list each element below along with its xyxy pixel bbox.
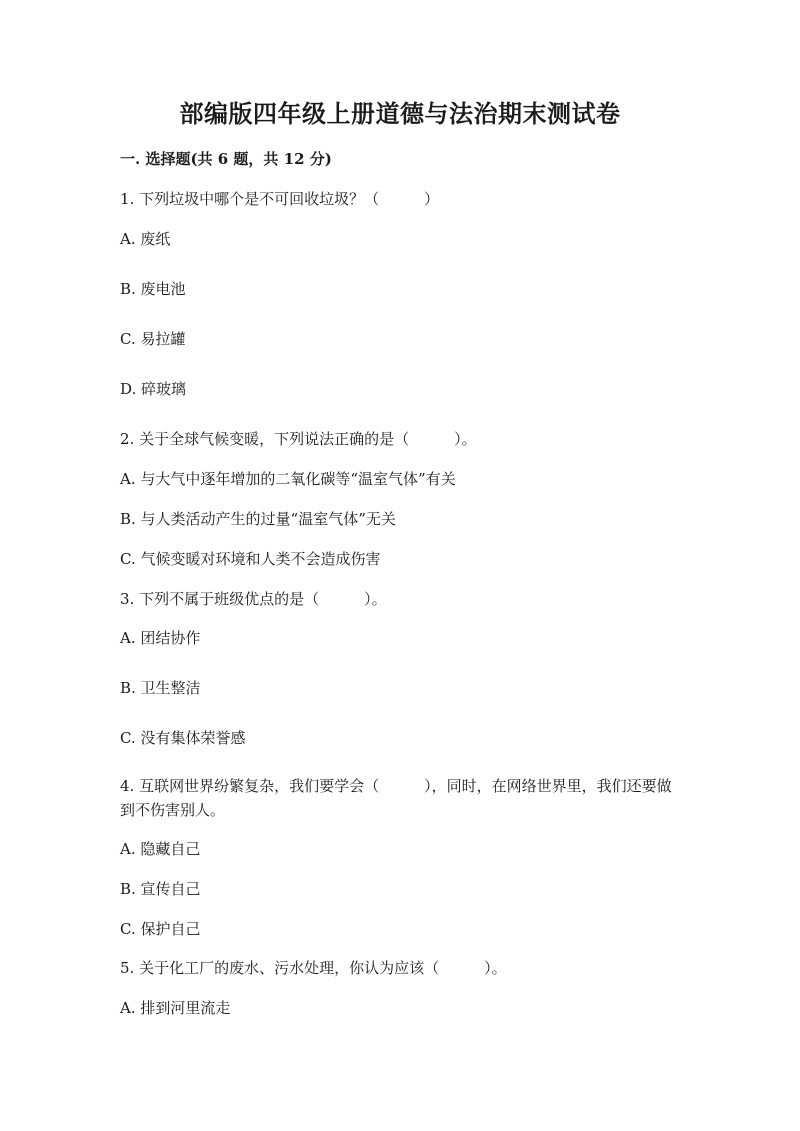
question-2-option-c: C. 气候变暖对环境和人类不会造成伤害 — [120, 550, 381, 568]
question-1-option-b: B. 废电池 — [120, 280, 186, 298]
question-5-option-a: A. 排到河里流走 — [120, 999, 231, 1017]
question-4-option-c: C. 保护自己 — [120, 920, 201, 938]
question-2-option-b: B. 与人类活动产生的过量“温室气体”无关 — [120, 510, 396, 528]
question-3-option-a: A. 团结协作 — [120, 629, 201, 647]
question-2-option-a: A. 与大气中逐年增加的二氧化碳等“温室气体”有关 — [120, 470, 456, 488]
question-1-option-c: C. 易拉罐 — [120, 330, 186, 348]
question-1-stem: 1. 下列垃圾中哪个是不可回收垃圾？（ ） — [120, 190, 440, 208]
question-5-stem: 5. 关于化工厂的废水、污水处理，你认为应该（ ）。 — [120, 959, 507, 977]
question-3-option-c: C. 没有集体荣誉感 — [120, 729, 246, 747]
question-3-stem: 3. 下列不属于班级优点的是（ ）。 — [120, 590, 387, 608]
question-2-stem: 2. 关于全球气候变暖，下列说法正确的是（ ）。 — [120, 430, 477, 448]
question-3-option-b: B. 卫生整洁 — [120, 679, 201, 697]
question-1-option-d: D. 碎玻璃 — [120, 380, 187, 398]
question-1-option-a: A. 废纸 — [120, 230, 171, 248]
section-heading: 一. 选择题(共 6 题，共 12 分) — [120, 150, 332, 168]
question-4-stem: 4. 互联网世界纷繁复杂，我们要学会（ ），同时，在网络世界里，我们还要做到不伤害别人。 — [120, 777, 672, 819]
question-4-option-b: B. 宣传自己 — [120, 880, 201, 898]
question-4-option-a: A. 隐藏自己 — [120, 840, 201, 858]
page-title: 部编版四年级上册道德与法治期末测试卷 — [179, 99, 621, 128]
